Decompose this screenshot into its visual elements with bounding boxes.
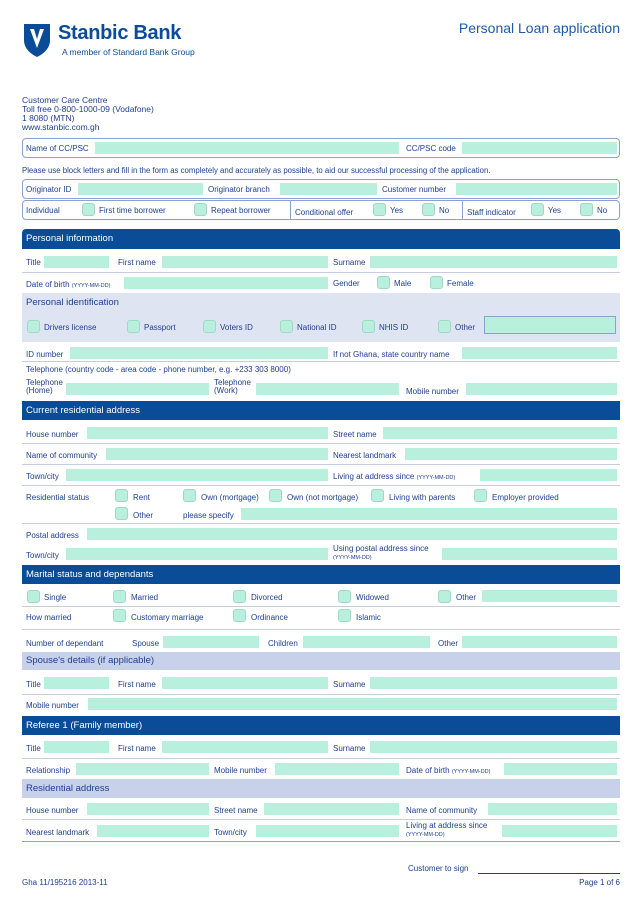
living-since-field[interactable] bbox=[480, 469, 617, 481]
children-label: Children bbox=[268, 639, 298, 648]
tel-work-field[interactable] bbox=[256, 383, 399, 395]
first-name-label: First name bbox=[118, 258, 156, 267]
customer-number-field[interactable] bbox=[456, 183, 617, 195]
bank-name: Stanbic Bank bbox=[58, 22, 182, 44]
marital-option-label: Widowed bbox=[356, 593, 389, 602]
house-number-field[interactable] bbox=[87, 427, 328, 439]
male-checkbox[interactable] bbox=[377, 276, 390, 289]
marital-checkbox-other[interactable] bbox=[438, 590, 451, 603]
originator-id-field[interactable] bbox=[78, 183, 203, 195]
id-type-label: NHIS ID bbox=[379, 323, 409, 332]
spouse-mobile-field[interactable] bbox=[88, 698, 617, 710]
id-type-checkbox-voters[interactable] bbox=[203, 320, 216, 333]
first-time-label: First time borrower bbox=[99, 206, 166, 215]
res-status-checkbox-other[interactable] bbox=[115, 507, 128, 520]
community-field[interactable] bbox=[106, 448, 328, 460]
married-checkbox-ordinance[interactable] bbox=[233, 609, 246, 622]
referee-mobile-field[interactable] bbox=[275, 763, 399, 775]
conditional-no-label: No bbox=[439, 206, 450, 215]
dependants-label: Number of dependant bbox=[26, 639, 104, 648]
first-name-field[interactable] bbox=[162, 256, 328, 268]
signature-line[interactable] bbox=[478, 873, 620, 874]
postal-since-field[interactable] bbox=[442, 548, 617, 560]
title-field[interactable] bbox=[44, 256, 109, 268]
individual-label: Individual bbox=[26, 206, 60, 215]
marital-option-label: Other bbox=[456, 593, 477, 602]
ref-house-number-field[interactable] bbox=[87, 803, 209, 815]
spouse-surname-label: Surname bbox=[333, 680, 366, 689]
spouse-first-name-label: First name bbox=[118, 680, 156, 689]
postal-since-label: Using postal address since (YYYY-MM-DD) bbox=[333, 544, 429, 561]
id-type-checkbox-national[interactable] bbox=[280, 320, 293, 333]
spouse-title-label: Title bbox=[26, 680, 41, 689]
tel-home-label: Telephone (Home) bbox=[26, 378, 63, 395]
marital-option-label: Single bbox=[44, 593, 67, 602]
staff-no-label: No bbox=[597, 206, 608, 215]
referee-first-name-field[interactable] bbox=[162, 741, 328, 753]
id-type-checkbox-other[interactable] bbox=[438, 320, 451, 333]
married-option-label: Ordinance bbox=[251, 613, 288, 622]
surname-label: Surname bbox=[333, 258, 366, 267]
living-since-label: Living at address since (YYYY-MM-DD) bbox=[333, 472, 456, 481]
ref-town-label: Town/city bbox=[214, 828, 247, 837]
referee-dob-label: Date of birth (YYYY-MM-DD) bbox=[406, 766, 491, 775]
referee-mobile-label: Mobile number bbox=[214, 766, 267, 775]
ref-landmark-label: Nearest landmark bbox=[26, 828, 90, 837]
referee-first-name-label: First name bbox=[118, 744, 156, 753]
res-status-label: Rent bbox=[133, 493, 150, 502]
postal-address-label: Postal address bbox=[26, 531, 79, 540]
male-label: Male bbox=[394, 279, 412, 288]
originator-id-label: Originator ID bbox=[26, 185, 72, 194]
res-status-checkbox-parents[interactable] bbox=[371, 489, 384, 502]
street-name-label: Street name bbox=[333, 430, 377, 439]
form-code: Gha 11/195216 2013-11 bbox=[22, 878, 108, 887]
personal-info-header: Personal information bbox=[22, 229, 620, 249]
id-type-checkbox-passport[interactable] bbox=[127, 320, 140, 333]
cc-code-field[interactable] bbox=[462, 142, 617, 154]
country-label: If not Ghana, state country name bbox=[333, 350, 450, 359]
spouse-count-field[interactable] bbox=[163, 636, 259, 648]
marital-checkbox-single[interactable] bbox=[27, 590, 40, 603]
originator-branch-field[interactable] bbox=[280, 183, 377, 195]
mobile-label: Mobile number bbox=[406, 387, 459, 396]
shield-logo-icon bbox=[22, 22, 52, 58]
contact-line: 1 8080 (MTN) bbox=[22, 113, 75, 123]
ref-community-field[interactable] bbox=[488, 803, 617, 815]
marital-other-field[interactable] bbox=[482, 590, 617, 602]
cc-code-label: CC/PSC code bbox=[406, 144, 456, 153]
res-status-label: Own (not mortgage) bbox=[287, 493, 359, 502]
marital-option-label: Divorced bbox=[251, 593, 283, 602]
tel-home-field[interactable] bbox=[66, 383, 209, 395]
id-number-label: ID number bbox=[26, 350, 64, 359]
id-other-field[interactable] bbox=[484, 316, 616, 334]
landmark-field[interactable] bbox=[405, 448, 617, 460]
dob-field[interactable] bbox=[124, 277, 328, 289]
personal-id-header: Personal identification bbox=[26, 297, 119, 308]
referee-title-field[interactable] bbox=[44, 741, 109, 753]
female-label: Female bbox=[447, 279, 474, 288]
spouse-mobile-label: Mobile number bbox=[26, 701, 79, 710]
res-status-checkbox-own-no-mortgage[interactable] bbox=[269, 489, 282, 502]
ref-living-since-label: Living at address since (YYYY-MM-DD) bbox=[406, 821, 488, 838]
staff-indicator-label: Staff indicator bbox=[467, 208, 516, 217]
children-count-field[interactable] bbox=[303, 636, 430, 648]
ref-street-name-label: Street name bbox=[214, 806, 258, 815]
house-number-label: House number bbox=[26, 430, 79, 439]
cc-name-label: Name of CC/PSC bbox=[26, 144, 89, 153]
repeat-checkbox[interactable] bbox=[194, 203, 207, 216]
country-field[interactable] bbox=[462, 347, 617, 359]
conditional-yes-label: Yes bbox=[390, 206, 404, 215]
marital-checkbox-married[interactable] bbox=[113, 590, 126, 603]
id-type-checkbox-nhis[interactable] bbox=[362, 320, 375, 333]
relationship-field[interactable] bbox=[76, 763, 209, 775]
spouse-first-name-field[interactable] bbox=[162, 677, 328, 689]
page-number: Page 1 of 6 bbox=[579, 878, 620, 887]
dob-label: Date of birth (YYYY-MM-DD) bbox=[26, 280, 111, 289]
marital-option-label: Married bbox=[131, 593, 159, 602]
bank-tagline: A member of Standard Bank Group bbox=[62, 47, 195, 57]
ref-living-since-field[interactable] bbox=[502, 825, 617, 837]
ref-town-field[interactable] bbox=[256, 825, 399, 837]
referee-title-label: Title bbox=[26, 744, 41, 753]
res-status-label: Employer provided bbox=[492, 493, 559, 502]
form-title: Personal Loan application bbox=[458, 20, 620, 36]
spouse-title-field[interactable] bbox=[44, 677, 109, 689]
marital-checkbox-widowed[interactable] bbox=[338, 590, 351, 603]
cc-name-field[interactable] bbox=[95, 142, 399, 154]
mobile-field[interactable] bbox=[466, 383, 617, 395]
customer-sign-label: Customer to sign bbox=[408, 864, 469, 873]
id-type-label: Other bbox=[455, 323, 476, 332]
id-type-label: Voters ID bbox=[220, 323, 253, 332]
staff-yes-checkbox[interactable] bbox=[531, 203, 544, 216]
spouse-label: Spouse bbox=[132, 639, 160, 648]
contact-block bbox=[22, 96, 154, 132]
res-status-label: Other bbox=[133, 511, 154, 520]
referee-dob-field[interactable] bbox=[504, 763, 617, 775]
conditional-no-checkbox[interactable] bbox=[422, 203, 435, 216]
customer-number-label: Customer number bbox=[382, 185, 447, 194]
ref-house-number-label: House number bbox=[26, 806, 79, 815]
ref-landmark-field[interactable] bbox=[97, 825, 209, 837]
married-option-label: Islamic bbox=[356, 613, 381, 622]
conditional-offer-label: Conditional offer bbox=[295, 208, 354, 217]
landmark-label: Nearest landmark bbox=[333, 451, 397, 460]
residential-status-label: Residential status bbox=[26, 493, 90, 502]
marital-checkbox-divorced[interactable] bbox=[233, 590, 246, 603]
contact-line: Customer Care Centre bbox=[22, 95, 108, 105]
community-label: Name of community bbox=[26, 451, 98, 460]
female-checkbox[interactable] bbox=[430, 276, 443, 289]
res-status-label: Own (mortgage) bbox=[201, 493, 259, 502]
res-status-checkbox-employer[interactable] bbox=[474, 489, 487, 502]
married-option-label: Customary marriage bbox=[131, 613, 204, 622]
how-married-label: How married bbox=[26, 613, 72, 622]
id-number-field[interactable] bbox=[70, 347, 328, 359]
conditional-yes-checkbox[interactable] bbox=[373, 203, 386, 216]
married-checkbox-customary[interactable] bbox=[113, 609, 126, 622]
res-status-checkbox-rent[interactable] bbox=[115, 489, 128, 502]
town-label: Town/city bbox=[26, 472, 59, 481]
other-dependants-field[interactable] bbox=[462, 636, 617, 648]
relationship-label: Relationship bbox=[26, 766, 71, 775]
referee-address-header: Residential address bbox=[22, 779, 620, 798]
telephone-note: Telephone (country code - area code - phone number, e.g. +233 303 8000) bbox=[26, 365, 291, 374]
residential-header: Current residential address bbox=[22, 401, 620, 420]
res-status-label: Living with parents bbox=[389, 493, 456, 502]
id-type-checkbox-drivers[interactable] bbox=[27, 320, 40, 333]
originator-branch-label: Originator branch bbox=[208, 185, 270, 194]
repeat-label: Repeat borrower bbox=[211, 206, 271, 215]
gender-label: Gender bbox=[333, 279, 360, 288]
postal-town-field[interactable] bbox=[66, 548, 328, 560]
other-dependants-label: Other bbox=[438, 639, 459, 648]
town-field[interactable] bbox=[66, 469, 328, 481]
street-name-field[interactable] bbox=[383, 427, 617, 439]
title-label: Title bbox=[26, 258, 41, 267]
id-type-label: Drivers license bbox=[44, 323, 97, 332]
contact-line: Toll free 0-800-1000-09 (Vodafone) bbox=[22, 104, 154, 114]
marital-header: Marital status and dependants bbox=[22, 565, 620, 584]
first-time-checkbox[interactable] bbox=[82, 203, 95, 216]
ref-street-name-field[interactable] bbox=[264, 803, 399, 815]
surname-field[interactable] bbox=[370, 256, 617, 268]
spouse-surname-field[interactable] bbox=[370, 677, 617, 689]
staff-no-checkbox[interactable] bbox=[580, 203, 593, 216]
res-specify-field[interactable] bbox=[241, 508, 617, 520]
res-status-checkbox-own-mortgage[interactable] bbox=[183, 489, 196, 502]
married-checkbox-islamic[interactable] bbox=[338, 609, 351, 622]
postal-address-field[interactable] bbox=[87, 528, 617, 540]
id-type-label: Passport bbox=[144, 323, 176, 332]
ref-community-label: Name of community bbox=[406, 806, 478, 815]
referee-surname-field[interactable] bbox=[370, 741, 617, 753]
tel-work-label: Telephone (Work) bbox=[214, 378, 251, 395]
referee-header: Referee 1 (Family member) bbox=[22, 716, 620, 735]
id-type-label: National ID bbox=[297, 323, 337, 332]
please-specify-label: please specify bbox=[183, 511, 234, 520]
referee-surname-label: Surname bbox=[333, 744, 366, 753]
spouse-details-header: Spouse's details (if applicable) bbox=[22, 652, 620, 670]
instructions: Please use block letters and fill in the form as completely and accurately as possible, to aid our successful processing of the application. bbox=[22, 166, 491, 175]
postal-town-label: Town/city bbox=[26, 551, 59, 560]
contact-line[interactable]: www.stanbic.com.gh bbox=[22, 122, 100, 132]
staff-yes-label: Yes bbox=[548, 206, 562, 215]
